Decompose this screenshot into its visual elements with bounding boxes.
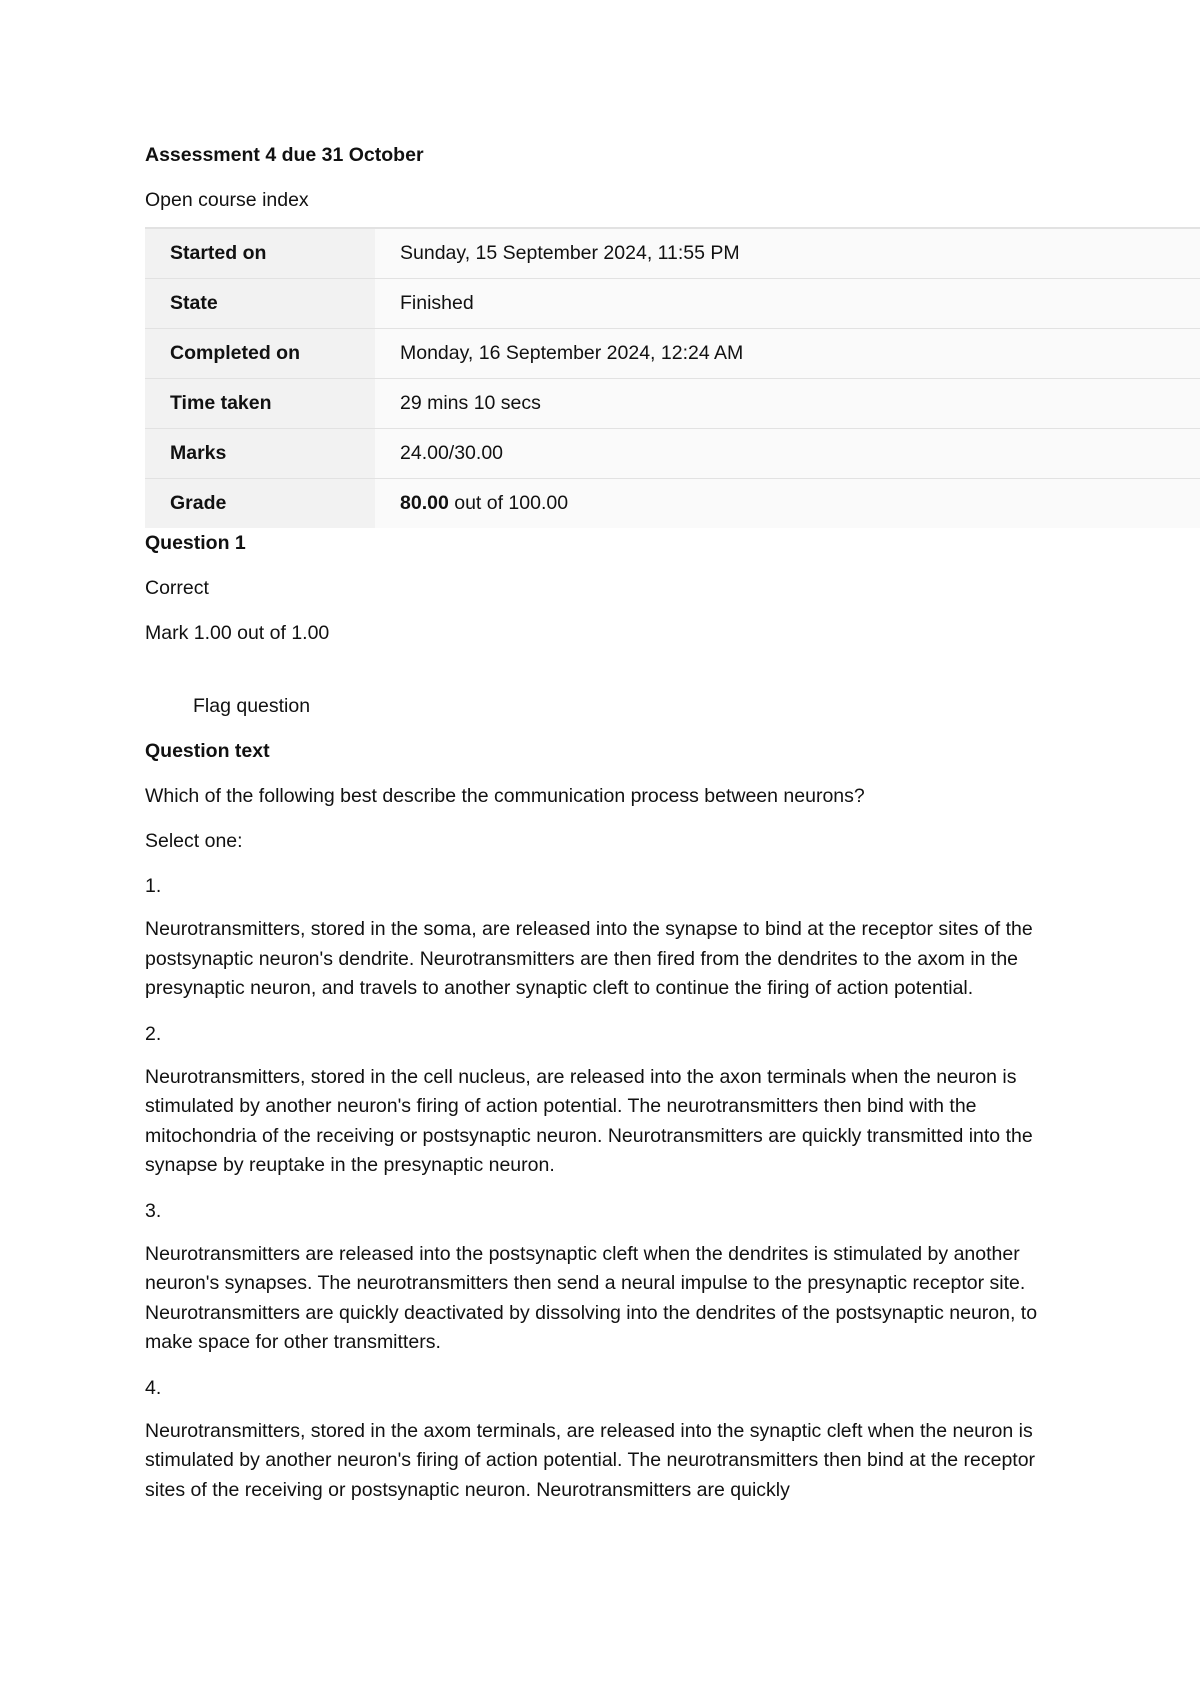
summary-row-grade [145, 479, 1200, 529]
option-number: 2. [145, 1022, 162, 1045]
summary-label: Grade [145, 479, 375, 529]
option-text: Neurotransmitters, stored in the axom terminals, are released into the synaptic cleft when the neuron is stimulated by another neuron's firing of action potential. The neurotransmitters then bind at the receptor sites of the receiving or postsynaptic neuron. Neurotransmitters are quickly [145, 1419, 1036, 1501]
option-number: 1. [145, 875, 162, 897]
summary-value: Sunday, 15 September 2024, 11:55 PM [375, 228, 1200, 279]
summary-row-state [145, 279, 1200, 329]
option-text: Neurotransmitters, stored in the soma, are released into the synapse to bind at the receptor sites of the postsynaptic neuron's dendrite. Neurotransmitters are then fired from the dendrites to the axom in the presynaptic neuron, and travels to another synaptic cleft to continue the firing of action potential. [145, 918, 1033, 999]
attempt-summary-table [145, 227, 1200, 528]
answer-option[interactable] [145, 1019, 1200, 1181]
option-number: 3. [145, 1199, 162, 1222]
option-text: Neurotransmitters, stored in the cell nucleus, are released into the axon terminals when the neuron is stimulated by another neuron's firing of action potential. The neurotransmitters then bind with the mitochondria of the receiving or postsynaptic neuron. Neurotransmitters are quickly transmitted into the synapse by reuptake in the presynaptic neuron. [145, 1065, 1033, 1176]
summary-row-completed-on [145, 329, 1200, 379]
answer-option[interactable] [145, 1196, 1200, 1358]
option-text: Neurotransmitters are released into the postsynaptic cleft when the dendrites is stimulated by another neuron's synapses. The neurotransmitters then send a neural impulse to the presynaptic receptor site. Neurotransmitters are quickly deactivated by dissolving into the dendrites of the postsynaptic neuron, to make space for other transmitters. [145, 1242, 1038, 1353]
summary-value: Monday, 16 September 2024, 12:24 AM [375, 329, 1200, 379]
summary-label: Marks [145, 429, 375, 479]
page-title: Assessment 4 due 31 October [145, 144, 424, 166]
question-text-heading: Question text [145, 740, 270, 762]
summary-label: Time taken [145, 379, 375, 429]
summary-value: 29 mins 10 secs [375, 379, 1200, 429]
grade-score: 80.00 [400, 492, 449, 514]
summary-value: 24.00/30.00 [375, 429, 1200, 479]
answer-option[interactable] [145, 871, 1200, 1004]
summary-label: State [145, 279, 375, 329]
question-mark: Mark 1.00 out of 1.00 [145, 622, 330, 644]
summary-value: Finished [375, 279, 1200, 329]
summary-label: Completed on [145, 329, 375, 379]
summary-row-started-on [145, 228, 1200, 279]
question-heading: Question 1 [145, 532, 246, 554]
answer-option[interactable] [145, 1373, 1200, 1506]
question-text: Which of the following best describe the communication process between neurons? [145, 785, 865, 807]
select-one-prompt: Select one: [145, 830, 243, 852]
summary-label: Started on [145, 228, 375, 279]
open-course-index-link[interactable]: Open course index [145, 189, 309, 211]
flag-question-link[interactable]: Flag question [193, 695, 311, 717]
grade-out-of: out of 100.00 [448, 492, 569, 514]
page-content [145, 140, 1200, 1505]
question-status: Correct [145, 577, 209, 599]
summary-row-time-taken [145, 379, 1200, 429]
summary-row-marks [145, 429, 1200, 479]
summary-value [375, 479, 1200, 529]
option-number: 4. [145, 1376, 162, 1399]
